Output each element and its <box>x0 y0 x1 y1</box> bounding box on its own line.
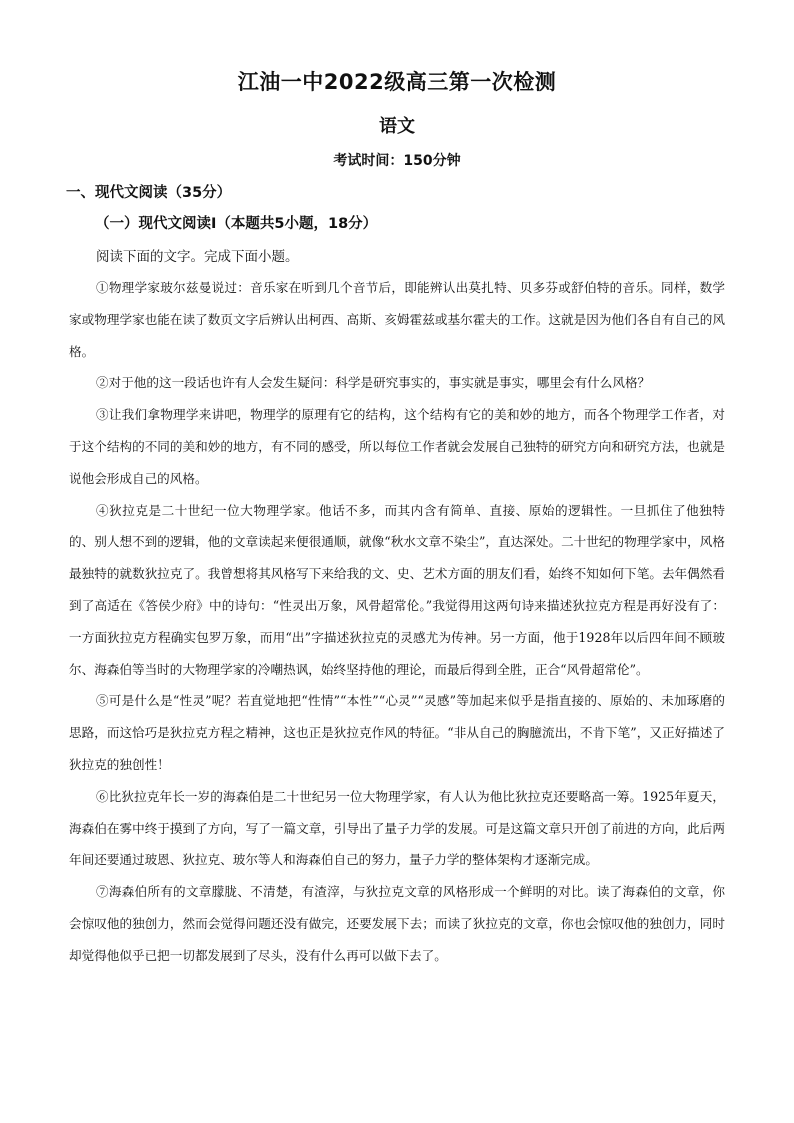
section-heading: 一、现代文阅读（35分） <box>66 185 232 201</box>
passage-paragraph-3: ③让我们拿物理学来讲吧，物理学的原理有它的结构，这个结构有它的美和妙的地方，而各个物理学工作者，对于这个结构的不同的美和妙的地方，有不同的感受，所以每位工作者就会发展自己独特的研究方向和研究方法，也就是说他会形成自己的风格。 <box>69 407 725 486</box>
subject-title: 语文 <box>379 116 415 137</box>
passage-paragraph-1: ①物理学家玻尔兹曼说过：音乐家在听到几个音节后，即能辨认出莫扎特、贝多芬或舒伯特的音乐。同样，数学家或物理学家也能在读了数页文字后辨认出柯西、高斯、亥姆霍兹或基尔霍夫的工作。这就是因为他们各自有自己的风格。 <box>69 280 725 359</box>
passage-paragraph-2: ②对于他的这一段话也许有人会发生疑问：科学是研究事实的，事实就是事实，哪里会有什么风格？ <box>96 375 651 391</box>
reading-instruction: 阅读下面的文字。完成下面小题。 <box>96 249 299 265</box>
exam-title: 江油一中2022级高三第一次检测 <box>237 70 557 94</box>
passage-paragraph-5: ⑤可是什么是“性灵”呢？若直觉地把“性情”“本性”“心灵”“灵感”等加起来似乎是指直接的、原始的、未加琢磨的思路，而这恰巧是狄拉克方程之精神，这也正是狄拉克作风的特征。“非从自己的胸臆流出，不肯下笔”，又正好描述了狄拉克的独创性！ <box>69 693 725 772</box>
sub-section-heading: （一）现代文阅读Ⅰ（本题共5小题，18分） <box>95 216 378 232</box>
passage-paragraph-6: ⑥比狄拉克年长一岁的海森伯是二十世纪另一位大物理学家，有人认为他比狄拉克还要略高一筹。1925年夏天，海森伯在雾中终于摸到了方向，写了一篇文章，引导出了量子力学的发展。可是这篇文章只开创了前进的方向，此后两年间还要通过玻恩、狄拉克、玻尔等人和海森伯自己的努力，量子力学的整体架构才逐渐完成。 <box>69 788 725 868</box>
passage-paragraph-4: ④狄拉克是二十世纪一位大物理学家。他话不多，而其内含有简单、直接、原始的逻辑性。一旦抓住了他独特的、别人想不到的逻辑，他的文章读起来便很通顺，就像“秋水文章不染尘”，直达深处。二十世纪的物理学家中，风格最独特的就数狄拉克了。我曾想将其风格写下来给我的文、史、艺术方面的朋友们看，始终不知如何下笔。去年偶然看到了高适在《答侯少府》中的诗句：“性灵出万象，风骨超常伦。”我觉得用这两句诗来描述狄拉克方程是再好没有了：一方面狄拉克方程确实包罗万象，而用“出”字描述狄拉克的灵感尤为传神。另一方面，他于1928年以后四年间不顾玻尔、海森伯等当时的大物理学家的冷嘲热讽，始终坚持他的理论，而最后得到全胜，正合“风骨超常伦”。 <box>69 502 725 677</box>
reading-passage <box>69 272 725 972</box>
exam-time: 考试时间：150分钟 <box>333 153 461 169</box>
passage-paragraph-7: ⑦海森伯所有的文章朦胧、不清楚，有渣滓，与狄拉克文章的风格形成一个鲜明的对比。读了海森伯的文章，你会惊叹他的独创力，然而会觉得问题还没有做完，还要发展下去；而读了狄拉克的文章，你也会惊叹他的独创力，同时却觉得他似乎已把一切都发展到了尽头，没有什么再可以做下去了。 <box>69 884 725 963</box>
